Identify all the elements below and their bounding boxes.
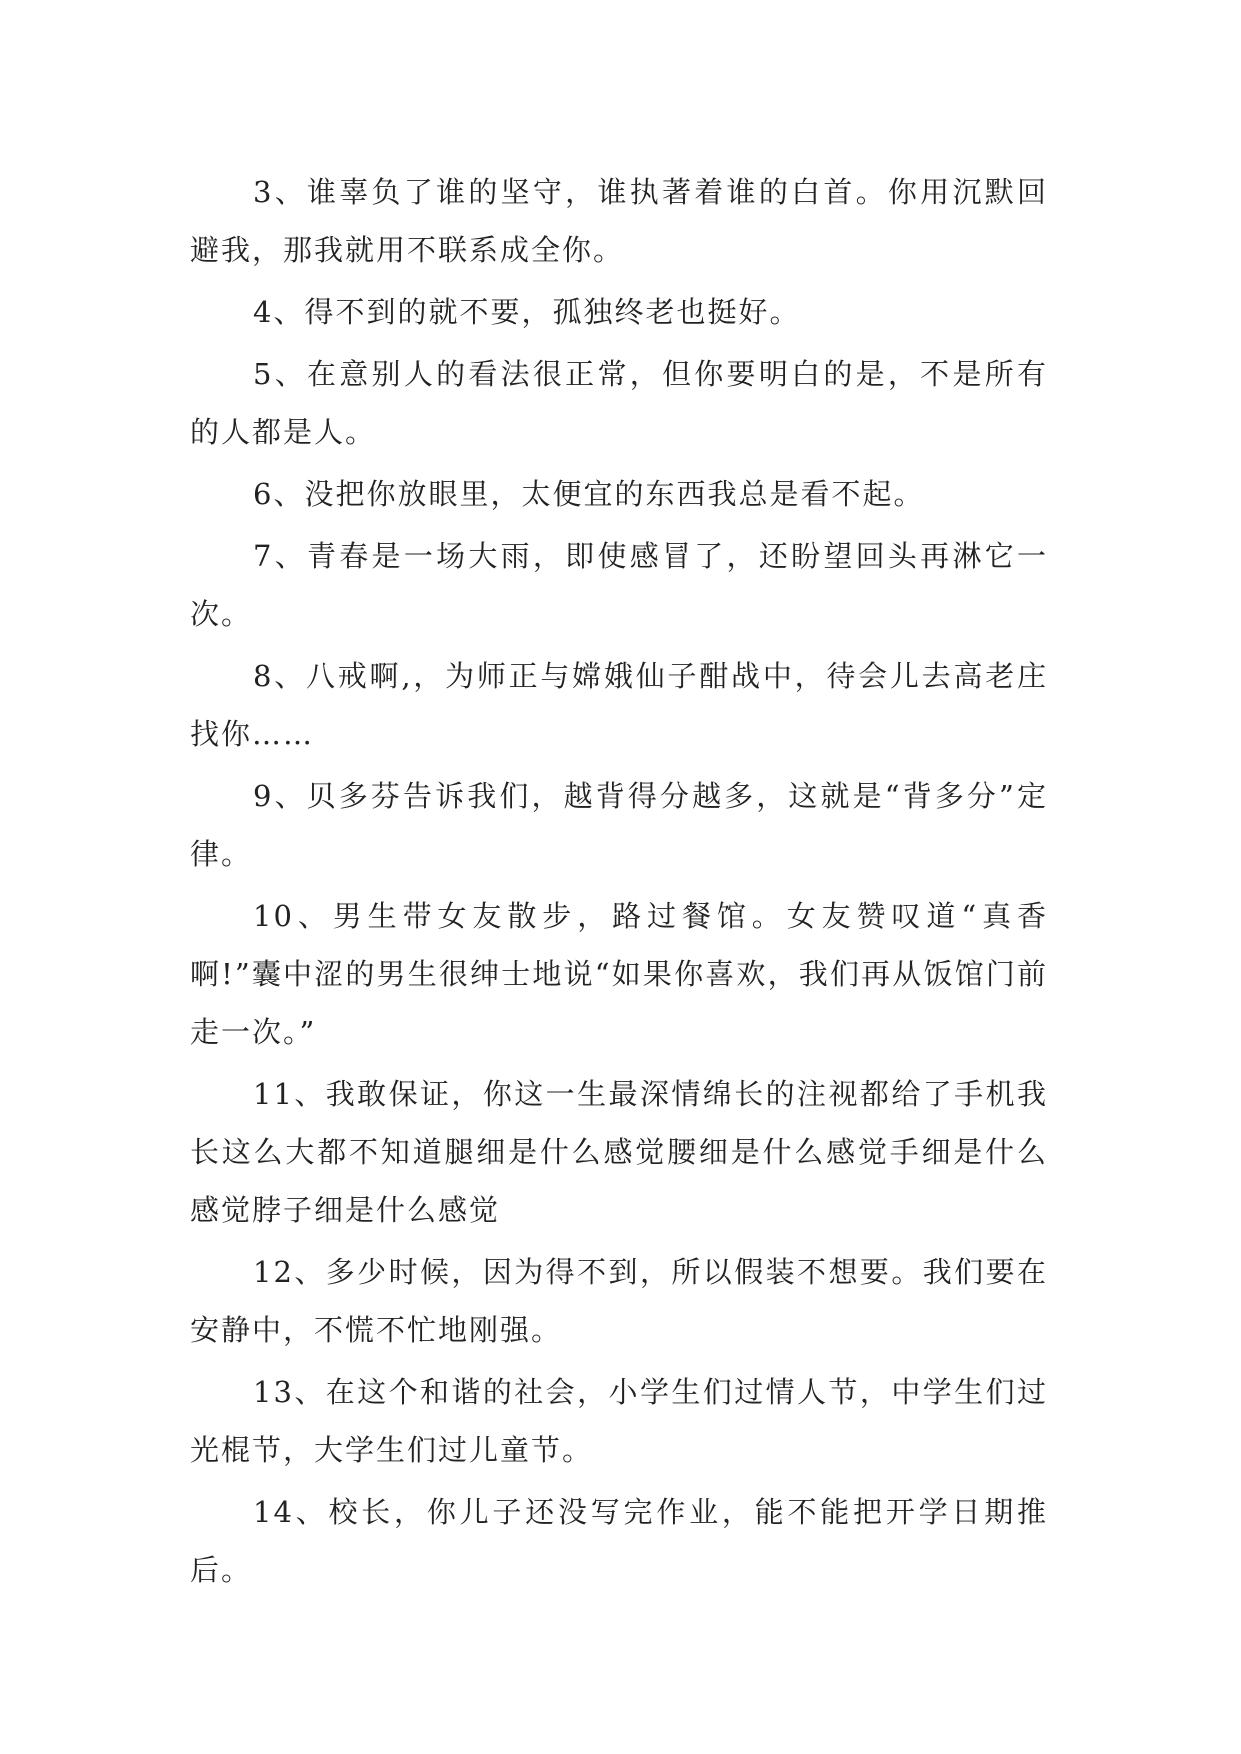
- document-body: [190, 163, 1048, 1603]
- paragraph-item-6: 6、没把你放眼里，太便宜的东西我总是看不起。: [253, 477, 925, 511]
- paragraph-item-14: 14、校长，你儿子还没写完作业，能不能把开学日期推后。: [190, 1495, 1048, 1587]
- paragraph-item-13: 13、在这个和谐的社会，小学生们过情人节，中学生们过光棍节，大学生们过儿童节。: [190, 1375, 1048, 1467]
- paragraph-item-5: 5、在意别人的看法很正常，但你要明白的是，不是所有的人都是人。: [190, 357, 1048, 449]
- paragraph-item-11: 11、我敢保证，你这一生最深情绵长的注视都给了手机我长这么大都不知道腿细是什么感觉腰细是什么感觉手细是什么感觉脖子细是什么感觉: [190, 1077, 1048, 1227]
- paragraph-item-3: 3、谁辜负了谁的坚守，谁执著着谁的白首。你用沉默回避我，那我就用不联系成全你。: [190, 175, 1048, 267]
- paragraph-item-7: 7、青春是一场大雨，即使感冒了，还盼望回头再淋它一次。: [190, 539, 1048, 631]
- paragraph-item-9: 9、贝多芬告诉我们，越背得分越多，这就是“背多分”定律。: [190, 779, 1048, 871]
- paragraph-item-4: 4、得不到的就不要，孤独终老也挺好。: [253, 295, 801, 329]
- paragraph-item-12: 12、多少时候，因为得不到，所以假装不想要。我们要在安静中，不慌不忙地刚强。: [190, 1255, 1048, 1347]
- paragraph-item-8: 8、八戒啊,，为师正与嫦娥仙子酣战中，待会儿去高老庄找你……: [190, 659, 1048, 751]
- paragraph-item-10: 10、男生带女友散步，路过餐馆。女友赞叹道“真香啊!”囊中涩的男生很绅士地说“如果你喜欢，我们再从饭馆门前走一次。”: [190, 899, 1048, 1049]
